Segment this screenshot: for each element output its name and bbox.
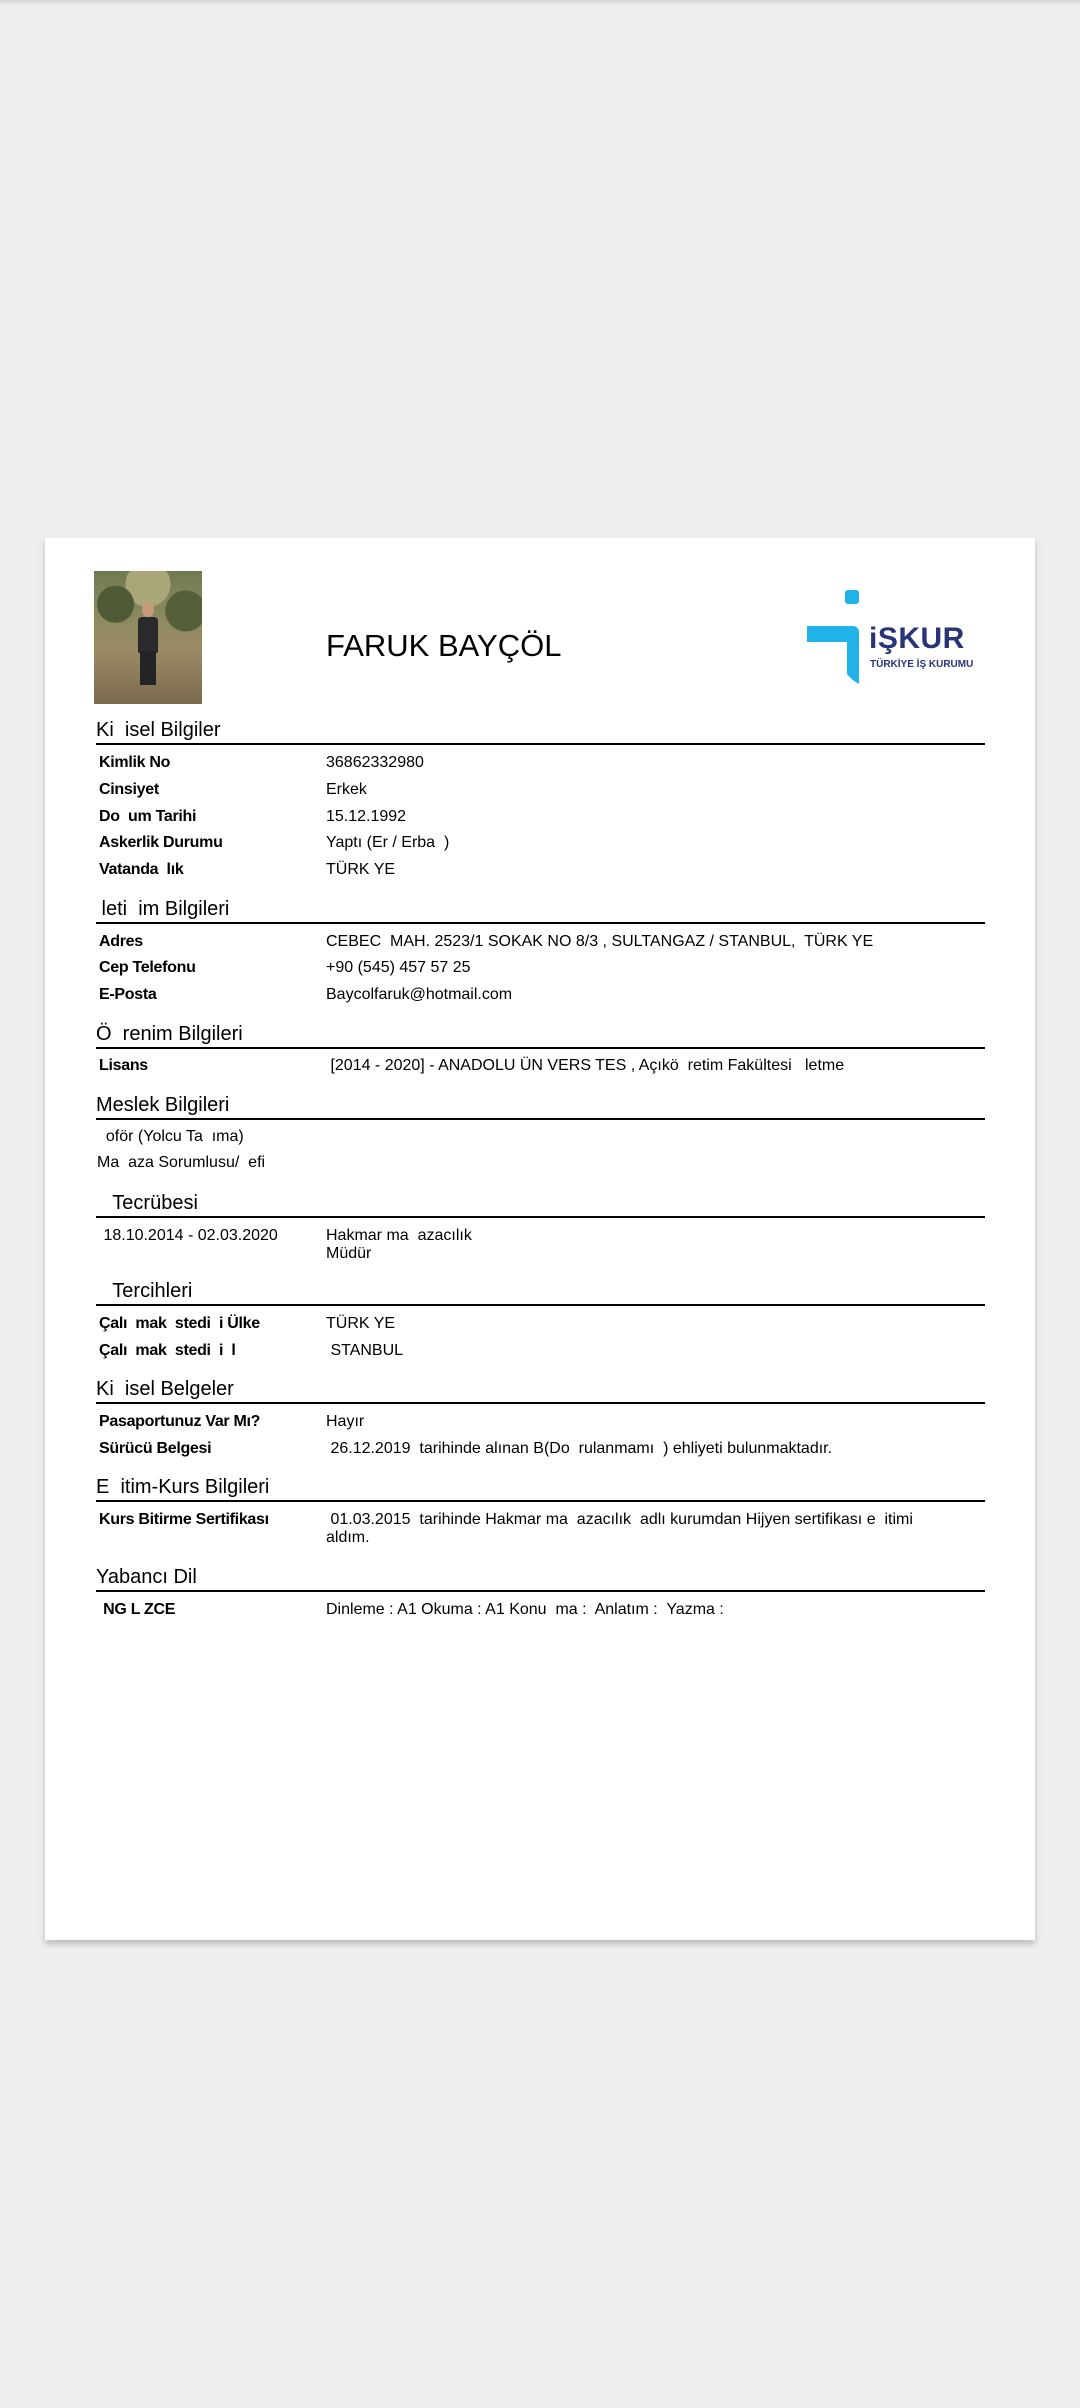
section-personal-title: Ki isel Bilgiler [96, 719, 985, 745]
label-email: E-Posta [99, 986, 157, 1003]
label-driving-license: Sürücü Belgesi [99, 1440, 212, 1457]
person-name: FARUK BAYÇÖL [326, 628, 562, 663]
value-birth-date: 15.12.1992 [326, 808, 407, 825]
section-languages-title: Yabancı Dil [96, 1566, 985, 1592]
section-profession-title: Meslek Bilgileri [96, 1094, 985, 1120]
value-preferred-city: STANBUL [326, 1342, 404, 1359]
value-military-status: Yaptı (Er / Erba ) [326, 834, 450, 851]
value-email: Baycolfaruk@hotmail.com [326, 986, 513, 1003]
cv-document-page [45, 538, 1035, 1940]
section-contact-title: leti im Bilgileri [96, 898, 985, 924]
value-citizenship: TÜRK YE [326, 861, 396, 878]
section-preferences-title: Tercihleri [96, 1280, 985, 1306]
logo-text: iŞKUR [869, 622, 965, 655]
iskur-logo-icon [807, 590, 867, 686]
label-gender: Cinsiyet [99, 781, 159, 798]
label-mobile-phone: Cep Telefonu [99, 959, 196, 976]
label-address: Adres [99, 933, 143, 950]
value-mobile-phone: +90 (545) 457 57 25 [326, 959, 471, 976]
label-degree: Lisans [99, 1057, 148, 1074]
section-courses-title: E itim-Kurs Bilgileri [96, 1476, 985, 1502]
profile-photo [94, 571, 202, 704]
section-education-title: Ö renim Bilgileri [96, 1023, 985, 1049]
top-shadow [0, 0, 1080, 6]
experience-position: Müdür [326, 1245, 372, 1262]
value-course-certificate-cont: aldım. [326, 1529, 370, 1546]
value-driving-license: 26.12.2019 tarihinde alınan B(Do rulanmamı ) ehliyeti bulunmaktadır. [326, 1440, 833, 1457]
value-passport: Hayır [326, 1413, 365, 1430]
value-gender: Erkek [326, 781, 367, 798]
label-citizenship: Vatanda lık [99, 861, 184, 878]
section-experience-title: Tecrübesi [96, 1192, 985, 1218]
label-military-status: Askerlik Durumu [99, 834, 223, 851]
experience-company: Hakmar ma azacılık [326, 1227, 472, 1244]
value-address: CEBEC MAH. 2523/1 SOKAK NO 8/3 , SULTANGAZ / STANBUL, TÜRK YE [326, 933, 874, 950]
label-preferred-country: Çalı mak stedi i Ülke [99, 1315, 260, 1332]
label-language: NG L ZCE [99, 1601, 176, 1618]
iskur-logo [807, 590, 992, 686]
label-preferred-city: Çalı mak stedi i l [99, 1342, 236, 1359]
experience-dates: 18.10.2014 - 02.03.2020 [99, 1227, 278, 1244]
label-birth-date: Do um Tarihi [99, 808, 197, 825]
logo-subtitle: TÜRKİYE İŞ KURUMU [870, 659, 974, 670]
value-id-number: 36862332980 [326, 754, 424, 771]
profession-item: Ma aza Sorumlusu/ efi [97, 1154, 266, 1171]
value-course-certificate: 01.03.2015 tarihinde Hakmar ma azacılık adlı kurumdan Hijyen sertifikası e itimi [326, 1511, 913, 1528]
value-language-levels: Dinleme : A1 Okuma : A1 Konu ma : Anlatım : Yazma : [326, 1601, 724, 1618]
value-preferred-country: TÜRK YE [326, 1315, 396, 1332]
section-documents-title: Ki isel Belgeler [96, 1378, 985, 1404]
label-course-certificate: Kurs Bitirme Sertifikası [99, 1511, 269, 1528]
label-passport: Pasaportunuz Var Mı? [99, 1413, 261, 1430]
value-degree: [2014 - 2020] - ANADOLU ÜN VERS TES , Açıkö retim Fakültesi letme [326, 1057, 845, 1074]
label-id-number: Kimlik No [99, 754, 171, 771]
profession-item: oför (Yolcu Ta ıma) [97, 1128, 244, 1145]
